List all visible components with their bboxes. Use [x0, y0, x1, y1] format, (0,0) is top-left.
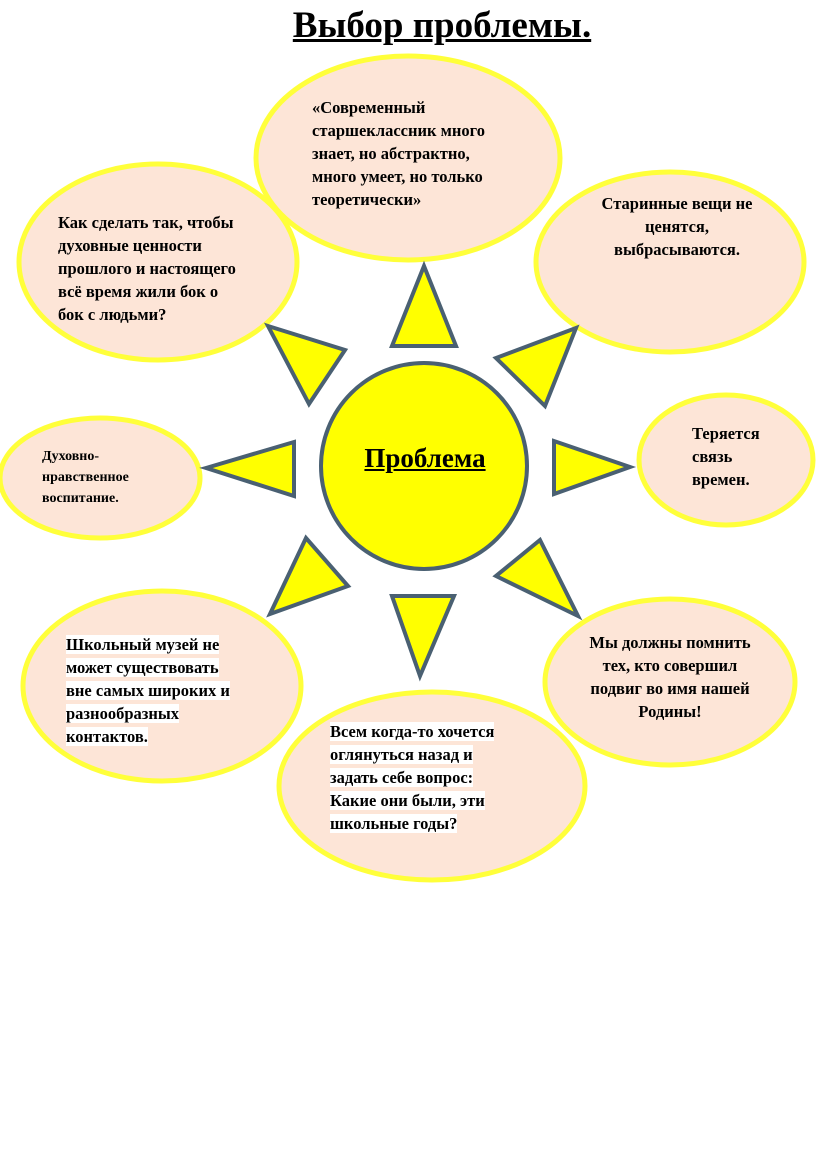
- bubble-line-text: Какие они были, эти: [330, 791, 485, 810]
- bubble-bottom-left-text: [66, 633, 230, 748]
- bubble-line: [330, 789, 494, 812]
- sun-ray-top-right: [496, 328, 576, 406]
- sun-ray-top: [392, 266, 456, 346]
- bubble-line-text: Всем когда-то хочется: [330, 722, 495, 741]
- bubble-left-text: [42, 446, 129, 509]
- bubble-line: подвиг во имя нашей: [590, 679, 750, 698]
- bubble-line: Родины!: [638, 702, 702, 721]
- bubble-line-text: Школьный музей не: [66, 635, 220, 654]
- bubble-line: бок с людьми?: [58, 305, 167, 324]
- bubble-line: [330, 812, 494, 835]
- bubble-line: [66, 633, 230, 656]
- sun-ray-bottom-right: [496, 540, 578, 616]
- bubble-line: «Современный: [312, 98, 426, 117]
- bubble-line-text: школьные годы?: [330, 814, 458, 833]
- bubble-line: [66, 679, 230, 702]
- bubble-line: [66, 656, 230, 679]
- bubble-line: нравственное: [42, 470, 129, 485]
- bubble-line-text: оглянуться назад и: [330, 745, 473, 764]
- bubble-bottom-text: [330, 720, 494, 835]
- bubble-line-text: контактов.: [66, 727, 148, 746]
- bubble-line: Старинные вещи не: [601, 194, 753, 213]
- bubble-line: [330, 743, 494, 766]
- bubble-line-text: вне самых широких и: [66, 681, 230, 700]
- bubble-line: [66, 725, 230, 748]
- bubble-line: всё время жили бок о: [58, 282, 219, 301]
- bubble-line: Духовно-: [42, 449, 100, 464]
- bubble-line: [330, 766, 494, 789]
- sun-ray-bottom: [392, 596, 454, 676]
- bubble-line: воспитание.: [42, 491, 119, 506]
- bubble-line: [330, 720, 494, 743]
- bubble-line: Теряется: [692, 424, 760, 443]
- bubble-top-left-text: [58, 211, 236, 326]
- bubble-right-text: [692, 422, 760, 491]
- sun-ray-top-left: [268, 326, 345, 404]
- bubble-line: связь: [692, 447, 733, 466]
- page-title: Выбор проблемы.: [292, 5, 592, 46]
- bubble-line: знает, но абстрактно,: [312, 144, 470, 163]
- bubble-bottom-right-text: [580, 631, 760, 723]
- bubble-line-text: задать себе вопрос:: [330, 768, 474, 787]
- bubble-line: прошлого и настоящего: [58, 259, 236, 278]
- bubble-top-right-text: [582, 192, 772, 261]
- bubble-line: Мы должны помнить: [589, 633, 751, 652]
- bubble-line: теоретически»: [312, 190, 422, 209]
- bubble-line: старшеклассник много: [312, 121, 485, 140]
- bubble-line: много умеет, но только: [312, 167, 483, 186]
- bubble-line: тех, кто совершил: [602, 656, 738, 675]
- bubble-line-text: может существовать: [66, 658, 219, 677]
- bubble-line: времен.: [692, 470, 750, 489]
- bubble-line: ценятся,: [645, 217, 709, 236]
- sun-ray-left: [206, 442, 294, 496]
- bubble-line: духовные ценности: [58, 236, 202, 255]
- sun-ray-bottom-left: [270, 538, 348, 614]
- bubble-line-text: разнообразных: [66, 704, 180, 723]
- bubble-top-text: [312, 96, 485, 211]
- bubble-line: [66, 702, 230, 725]
- center-label: Проблема: [364, 443, 486, 473]
- bubble-line: выбрасываются.: [614, 240, 740, 259]
- bubble-line: Как сделать так, чтобы: [58, 213, 234, 232]
- sun-ray-right: [554, 441, 630, 494]
